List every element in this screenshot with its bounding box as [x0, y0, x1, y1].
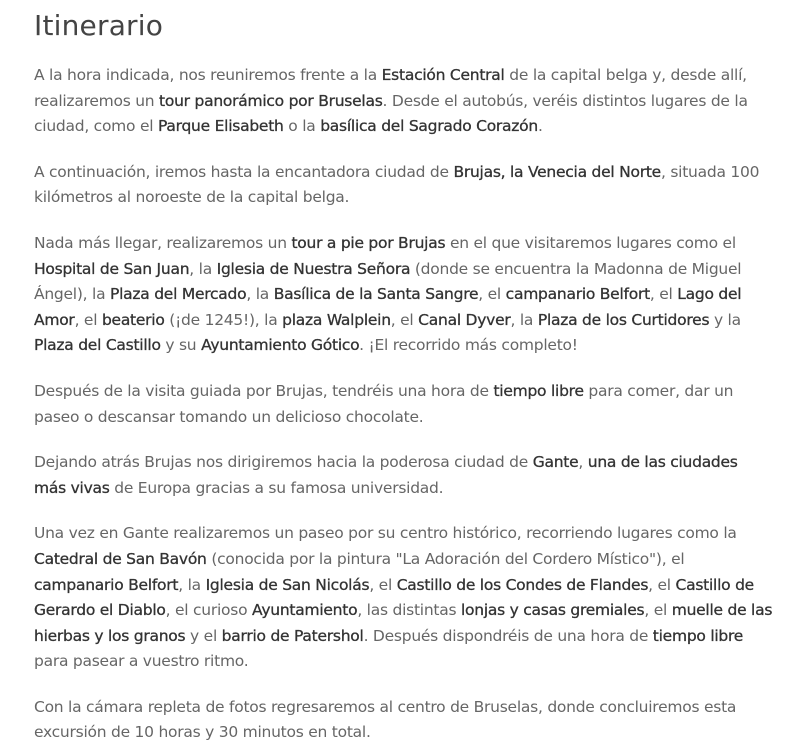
text-segment: A la hora indicada, nos reuniremos frente a la	[34, 66, 382, 84]
paragraph-3	[34, 231, 774, 359]
text-segment: .	[538, 117, 543, 136]
highlighted-place: tour a pie por Brujas	[291, 233, 446, 252]
text-segment: , el	[649, 285, 678, 304]
text-segment: en el que visitaremos lugares como el	[445, 233, 736, 252]
itinerary-body	[34, 63, 774, 746]
paragraph-4	[34, 379, 774, 430]
highlighted-place: Ayuntamiento	[252, 601, 358, 620]
text-segment: ,	[578, 453, 588, 472]
highlighted-place: Basílica de la Santa Sangre	[273, 285, 479, 304]
highlighted-place: tiempo libre	[493, 381, 584, 400]
text-segment: y el	[185, 626, 222, 645]
highlighted-place: Estación Central	[381, 66, 505, 84]
highlighted-place: barrio de Patershol	[221, 626, 364, 645]
paragraph-5	[34, 450, 774, 501]
highlighted-place: Canal Dyver	[418, 310, 511, 329]
text-segment: (¡de 1245!), la	[164, 310, 283, 329]
highlighted-place: Ayuntamiento Gótico	[201, 336, 360, 355]
highlighted-place: Castillo de Gerardo el Diablo	[34, 575, 754, 620]
text-segment: y la	[709, 310, 741, 329]
highlighted-place: Lago del Amor	[34, 285, 742, 329]
text-segment: de la capital belga y, desde allí, realizaremos un	[34, 66, 747, 110]
highlighted-place: Brujas, la Venecia del Norte	[453, 162, 661, 181]
text-segment: , la	[246, 285, 274, 304]
paragraph-7	[34, 695, 774, 746]
text-segment: (donde se encuentra la Madonna de Miguel Ángel), la	[34, 259, 742, 304]
text-segment: o la	[283, 117, 321, 136]
highlighted-place: beaterio	[101, 310, 165, 329]
highlighted-place: basílica del Sagrado Corazón	[320, 117, 538, 136]
highlighted-place: muelle de las hierbas y los granos	[34, 601, 773, 645]
text-segment: . Desde el autobús, veréis distintos lugares de la ciudad, como el	[34, 91, 748, 136]
itinerary-article	[34, 10, 774, 746]
highlighted-place: Iglesia de Nuestra Señora	[216, 259, 411, 278]
text-segment: Nada más llegar, realizaremos un	[34, 233, 292, 252]
paragraph-1	[34, 63, 774, 140]
text-segment: , el	[74, 310, 102, 329]
paragraph-2	[34, 160, 774, 211]
text-segment: Después de la visita guiada por Brujas, tendréis una hora de	[34, 381, 494, 400]
text-segment: para pasear a vuestro ritmo.	[34, 652, 249, 671]
text-segment: Una vez en Gante realizaremos un paseo por su centro histórico, recorriendo lugares como la	[34, 524, 737, 543]
text-segment: , el	[390, 310, 419, 329]
highlighted-place: campanario Belfort	[505, 285, 650, 304]
highlighted-place: Plaza del Mercado	[110, 285, 247, 304]
text-segment: , el	[478, 285, 506, 304]
text-segment: para comer, dar un paseo o descansar tomando un delicioso chocolate.	[34, 381, 734, 426]
text-segment: , la	[510, 310, 538, 329]
highlighted-place: Parque Elisabeth	[157, 117, 284, 136]
text-segment: de Europa gracias a su famosa universidad.	[109, 478, 444, 497]
text-segment: Con la cámara repleta de fotos regresaremos al centro de Bruselas, donde concluiremos esta excursión de 10 horas y 30 minutos en total.	[34, 697, 737, 742]
highlighted-place: lonjas y casas gremiales	[460, 601, 645, 620]
highlighted-place: Iglesia de San Nicolás	[205, 575, 370, 594]
section-title: Itinerario	[34, 9, 164, 42]
text-segment: , la	[178, 575, 206, 594]
highlighted-place: campanario Belfort	[34, 575, 179, 594]
highlighted-place: Gante	[532, 453, 579, 472]
text-segment: , las distintas	[357, 601, 461, 620]
highlighted-place: Plaza del Castillo	[34, 336, 161, 355]
paragraph-6	[34, 521, 774, 675]
text-segment: Dejando atrás Brujas nos dirigiremos hacia la poderosa ciudad de	[34, 453, 533, 472]
highlighted-place: Catedral de San Bavón	[34, 549, 207, 568]
highlighted-place: plaza Walplein	[282, 310, 391, 329]
text-segment: , el	[648, 575, 676, 594]
text-segment: . Después dispondréis de una hora de	[363, 626, 653, 645]
highlighted-place: una de las ciudades más vivas	[34, 453, 738, 497]
highlighted-place: tour panorámico por Bruselas	[159, 91, 383, 110]
highlighted-place: Castillo de los Condes de Flandes	[396, 575, 649, 594]
text-segment: , la	[189, 259, 217, 278]
text-segment: A continuación, iremos hasta la encantadora ciudad de	[34, 162, 454, 181]
highlighted-place: Plaza de los Curtidores	[537, 310, 710, 329]
text-segment: y su	[160, 336, 202, 355]
text-segment: , el	[644, 601, 672, 620]
text-segment: . ¡El recorrido más completo!	[359, 336, 578, 355]
text-segment: (conocida por la pintura "La Adoración del Cordero Místico"), el	[206, 549, 685, 568]
highlighted-place: Hospital de San Juan	[34, 259, 190, 278]
text-segment: , el	[369, 575, 397, 594]
highlighted-place: tiempo libre	[652, 626, 744, 645]
text-segment: , el curioso	[165, 601, 253, 620]
text-segment: , situada 100 kilómetros al noroeste de la capital belga.	[34, 162, 760, 207]
